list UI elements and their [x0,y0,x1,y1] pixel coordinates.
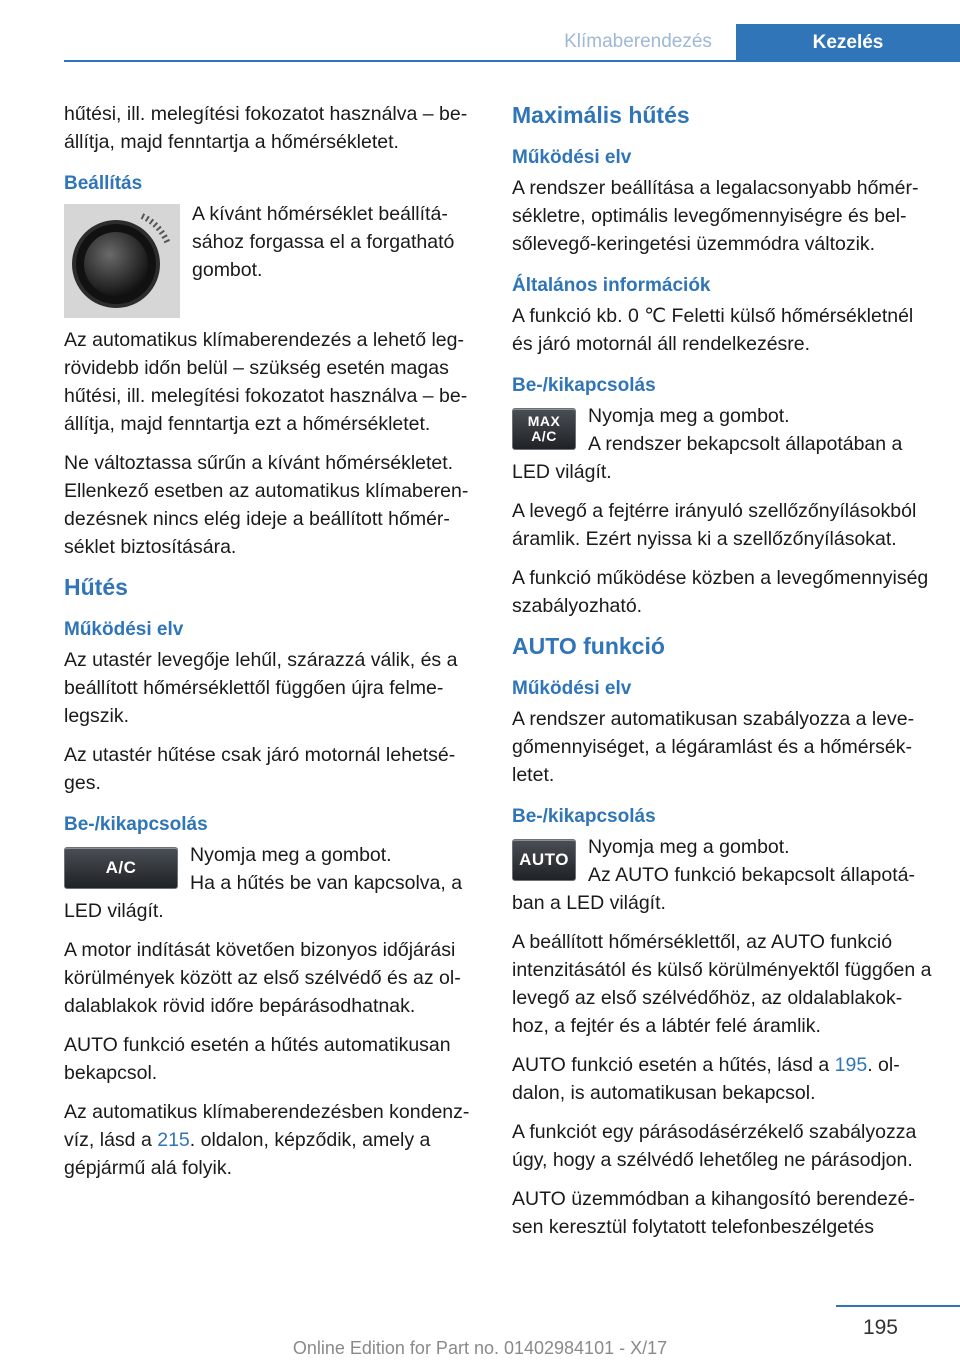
header-section-tab[interactable]: Klímaberendezés [564,31,712,52]
header-subsection-tab[interactable]: Kezelés [736,24,960,62]
auto-button-icon: AUTO [512,839,576,881]
ac-label: A/C [531,428,557,444]
paragraph: AUTO üzemmódban a kihangosító berendezésen keresztül folytatott telefonbeszélgetés [512,1188,915,1238]
bekikapcsolas-heading: Be-/kikapcsolás [512,806,656,827]
beallitas-text: A kívánt hőmérséklet beállításához forgassa el a forgatható gombot. [192,203,455,281]
text: AUTO funkció esetén a hűtés, lásd a [512,1054,835,1076]
paragraph: A beállított hőmérséklettől, az AUTO funkció intenzitásától és külső körülményektől függően a levegő az első szélvédőhöz, az oldalablakokhoz, a fejtér és a lábtér felé áramlik. [512,931,932,1037]
paragraph: Az utastér levegője lehűl, szárazzá válik, és a beállított hőmérséklettől függően újra felmelegszik. [64,649,458,727]
paragraph: A funkció kb. 0 ℃ Feletti külső hőmérsékletnél és járó motornál áll rendelkezésre. [512,305,914,355]
paragraph: AUTO funkció esetén a hűtés automatikusan bekapcsol. [64,1034,451,1084]
page-number: 195 [862,1316,898,1339]
left-column [64,100,478,1193]
beallitas-heading: Beállítás [64,173,143,194]
page-link-195[interactable]: 195 [834,1054,868,1076]
paragraph: A rendszer beállítása a legalacsonyabb hőmérsékletre, optimális levegőmennyiségre és belsőlevegő-keringetési üzemmódra változik. [512,177,919,255]
temperature-knob-image [64,204,180,318]
text: . oldalon, is automatikusan bekapcsol. [512,1054,900,1104]
hutes-heading: Hűtés [64,574,128,600]
max-cooling-heading: Maximális hűtés [512,102,690,128]
page-link-215[interactable]: 215 [157,1129,190,1151]
footer-rule [836,1305,960,1307]
bekikapcsolas-heading: Be-/kikapcsolás [512,375,656,396]
edition-footer: Online Edition for Part no. 01402984101 - X/17 [292,1338,668,1358]
paragraph: A motor indítását követően bizonyos időjárási körülmények között az első szélvédő és az oldalablakok rövid időre bepárásodhatnak. [64,939,461,1017]
paragraph: Ne változtassa sűrűn a kívánt hőmérsékletet. Ellenkező esetben az automatikus klímaberendezésnek nincs elég ideje a beállított hőmérséklet biztosítására. [64,452,469,558]
paragraph [512,1051,932,1107]
bekikapcsolas-heading: Be-/kikapcsolás [64,814,208,835]
max-ac-button-icon [512,408,576,450]
auto-instruction: Nyomja meg a gombot. [588,836,790,858]
ac-instruction: Nyomja meg a gombot. [190,844,392,866]
paragraph: A funkció működése közben a levegőmennyiség szabályozható. [512,567,929,617]
mukodesi-elv-heading: Működési elv [512,147,632,168]
auto-heading: AUTO funkció [512,633,665,659]
text: Az automatikus klímaberendezésben kondenzvíz, lásd a [64,1101,470,1151]
max-label: MAX [527,413,561,429]
ac-led-text: Ha a hűtés be van kapcsolva, a LED világít. [64,872,463,922]
paragraph: A rendszer automatikusan szabályozza a levegőmennyiséget, a légáramlást és a hőmérsékletet. [512,708,915,786]
paragraph: A levegő a fejtérre irányuló szellőzőnyílásokból áramlik. Ezért nyissa ki a szellőzőnyílásokat. [512,500,917,550]
general-info-heading: Általános információk [512,275,711,296]
auto-led-text: Az AUTO funkció bekapcsolt állapotában a LED világít. [512,864,915,914]
mukodesi-elv-heading: Működési elv [512,678,632,699]
paragraph: A funkciót egy párásodásérzékelő szabályozza úgy, hogy a szélvédő lehetőleg ne párásodjon. [512,1121,917,1171]
paragraph: hűtési, ill. melegítési fokozatot használva – beállítja, majd fenntartja a hőmérsékletet. [64,103,468,153]
paragraph: Az utastér hűtése csak járó motornál lehetséges. [64,744,456,794]
mukodesi-elv-heading: Működési elv [64,619,184,640]
max-instruction: Nyomja meg a gombot. [588,405,790,427]
paragraph: Az automatikus klímaberendezés a lehető legrövidebb időn belül – szükség esetén magas hűtési, ill. melegítési fokozatot használva – beállítja, majd fenntartja ezt a hőmérsékletet. [64,329,468,435]
right-column [512,100,932,1252]
paragraph [64,1098,478,1182]
ac-button-icon: A/C [64,847,178,889]
max-led-text: A rendszer bekapcsolt állapotában a LED világít. [512,433,903,483]
text: . oldalon, képződik, amely a gépjármű alá folyik. [64,1129,431,1179]
